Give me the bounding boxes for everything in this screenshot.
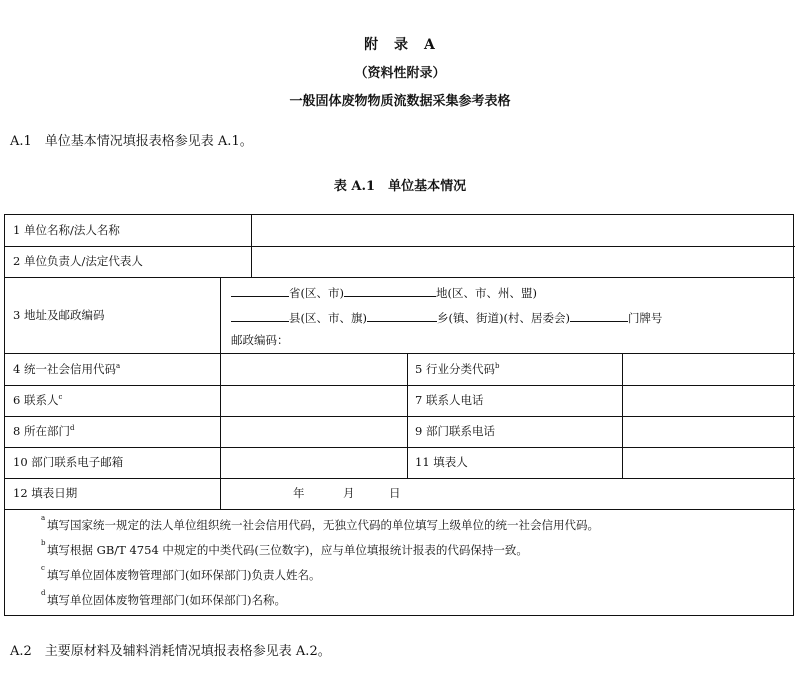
annex-title: 附 录 A — [364, 37, 436, 53]
table-note: c 填写单位固体废物管理部门(如环保部门)负责人姓名。 — [41, 564, 321, 582]
info-table — [4, 214, 794, 616]
section-a2-text: A.2 主要原材料及辅料消耗情况填报表格参见表 A.2。 — [10, 644, 331, 659]
address-label: 3 地址及邮政编码 — [13, 308, 105, 322]
filler-label: 11 填表人 — [415, 455, 468, 469]
table-caption: 表 A.1 单位基本情况 — [333, 179, 467, 194]
unit-head-label: 2 单位负责人/法定代表人 — [13, 254, 143, 268]
address-line-1: 省(区、市) 地(区、市、州、盟) — [231, 284, 537, 301]
department-email-label: 10 部门联系电子邮箱 — [13, 455, 124, 469]
credit-code-label: 4 统一社会信用代码$^a$ — [13, 362, 121, 376]
address-line-2: 县(区、市、旗) 乡(镇、街道)(村、居委会) 门牌号 — [231, 309, 662, 326]
date-day: 日 — [389, 486, 401, 500]
date-year: 年 — [293, 486, 305, 500]
annex-subtitle: （资料性附录） — [354, 66, 446, 81]
section-a1-text: A.1 单位基本情况填报表格参见表 A.1。 — [10, 134, 253, 149]
contact-phone-label: 7 联系人电话 — [415, 393, 484, 407]
contact-person-label: 6 联系人$^c$ — [13, 393, 63, 407]
department-label: 8 所在部门$^d$ — [13, 424, 75, 438]
table-note: d 填写单位固体废物管理部门(如环保部门)名称。 — [41, 589, 286, 607]
date-month: 月 — [343, 486, 355, 500]
department-phone-label: 9 部门联系电话 — [415, 424, 495, 438]
postal-code-label: 邮政编码： — [231, 333, 289, 347]
annex-heading: 一般固体废物物质流数据采集参考表格 — [289, 94, 511, 109]
unit-name-label: 1 单位名称/法人名称 — [13, 223, 120, 237]
table-note: b 填写根据 GB/T 4754 中规定的中类代码(三位数字)，应与单位填报统计报表的代码保持一致。 — [41, 539, 528, 557]
fill-date-label: 12 填表日期 — [13, 486, 78, 500]
industry-code-label: 5 行业分类代码$^b$ — [415, 362, 500, 376]
table-note: a 填写国家统一规定的法人单位组织统一社会信用代码，无独立代码的单位填写上级单位的统一社会信用代码。 — [41, 514, 599, 532]
